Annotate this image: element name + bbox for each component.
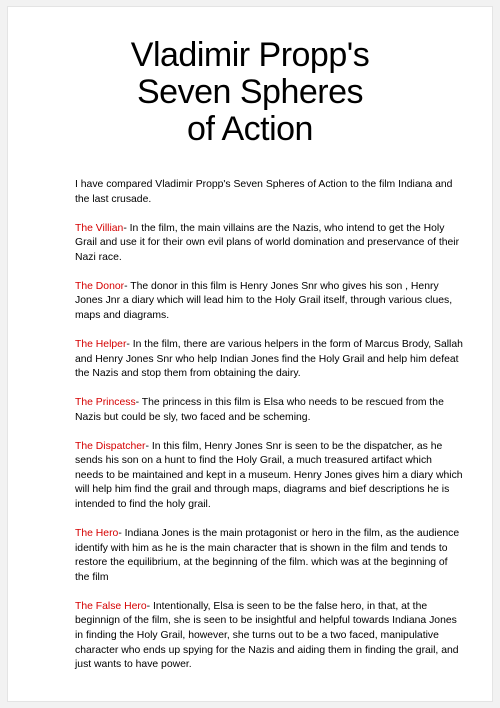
page-title — [8, 37, 492, 148]
section-helper — [75, 338, 463, 382]
section-text: - Intentionally, Elsa is seen to be the false hero, in that, at the beginnign of the film, she is seen to be insightful and helpful towards Indiana Jones in finding the Holy Grail, however, she turns out to be a two faced, manipulative character who ends up spying for the Nazis and aiding them in finding the grail, and just wants to have power. — [75, 600, 459, 671]
section-hero — [75, 527, 463, 585]
section-villain — [75, 222, 463, 266]
title-line: Vladimir Propp's — [130, 36, 370, 74]
section-text: - The donor in this film is Henry Jones Snr who gives his son , Henry Jones Jnr a diary which will lead him to the Holy Grail itself, through various clues, maps and diagrams. — [75, 280, 453, 321]
section-text: - In the film, there are various helpers in the form of Marcus Brody, Sallah and Henry Jones Snr who help Indian Jones find the Holy Grail and help him defeat the Nazis and stop them from obtaining the dairy. — [75, 338, 463, 380]
section-term: The Villian — [75, 222, 124, 234]
document-body — [75, 178, 463, 687]
section-text: - Indiana Jones is the main protagonist or hero in the film, as the audience identify with him as he is the main character that is shown in the film and tends to restore the equilibrium, at the beginning of the film. which was at the beginning of the film — [75, 528, 460, 583]
document-page — [7, 6, 493, 702]
section-term: The Hero — [75, 528, 119, 540]
section-princess — [75, 396, 463, 425]
section-term: The Dispatcher — [75, 440, 146, 452]
section-text: - The princess in this film is Elsa who needs to be rescued from the Nazis but could be sly, two faced and be scheming. — [75, 397, 444, 423]
section-text: - In this film, Henry Jones Snr is seen to be the dispatcher, as he sends his son on a hunt to find the Holy Grail, a much treasured artifact which needs to be maintained and kept in a museum. Henry Jones gives him a diary which will help him find the grail and through maps, diagrams and bief descriptions he is intended to find the holy grail. — [75, 440, 463, 511]
section-donor — [75, 280, 463, 324]
intro-paragraph: I have compared Vladimir Propp's Seven Spheres of Action to the film Indiana and the last crusade. — [75, 179, 453, 205]
section-dispatcher — [75, 440, 463, 513]
section-term: The Princess — [75, 397, 136, 409]
title-line: of Action — [187, 110, 313, 148]
section-false-hero — [75, 600, 463, 673]
section-term: The Helper — [75, 338, 127, 350]
section-term: The False Hero — [75, 600, 147, 612]
section-text: - In the film, the main villains are the Nazis, who intend to get the Holy Grail and use it for their own evil plans of world domination and preservance of their Nazi race. — [75, 222, 460, 263]
title-line: Seven Spheres — [137, 73, 363, 111]
section-term: The Donor — [75, 280, 125, 292]
